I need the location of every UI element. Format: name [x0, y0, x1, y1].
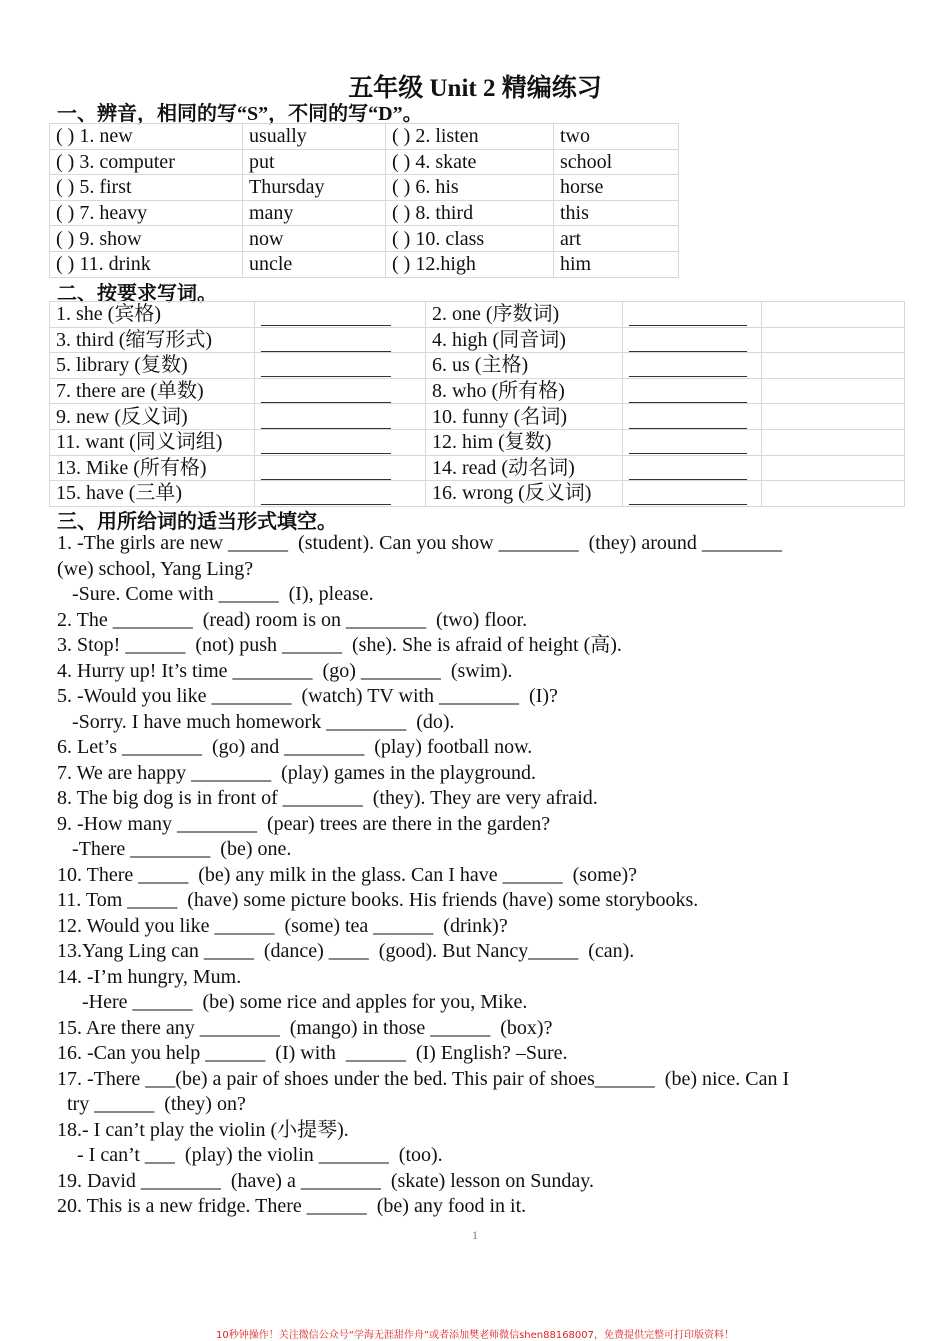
answer-blank[interactable]: [629, 410, 747, 429]
exercise-line: - I can’t ___ (play) the violin _______ (too).: [57, 1144, 443, 1166]
table-row: 13. Mike (所有格) 14. read (动名词): [50, 455, 905, 481]
section2-heading: 二、按要求写词。: [57, 283, 217, 305]
exercise-line: 19. David ________ (have) a ________ (skate) lesson on Sunday.: [57, 1169, 594, 1192]
exercise-line: 4. Hurry up! It’s time ________ (go) ________ (swim).: [57, 659, 513, 682]
exercise-line: 9. -How many ________ (pear) trees are there in the garden?: [57, 812, 551, 835]
table-row: ( ) 1. new usually ( ) 2. listen two: [50, 124, 679, 150]
section3-heading: 三、用所给词的适当形式填空。: [57, 511, 337, 533]
table-row: ( ) 11. drink uncle ( ) 12.high him: [50, 251, 679, 277]
answer-blank[interactable]: [261, 358, 391, 377]
table-row: 5. library (复数) 6. us (主格): [50, 353, 905, 379]
exercise-line: 17. -There ___(be) a pair of shoes under the bed. This pair of shoes______ (be) nice. Can I: [57, 1067, 790, 1090]
answer-blank[interactable]: [261, 435, 391, 454]
table-row: 15. have (三单) 16. wrong (反义词): [50, 481, 905, 507]
footer-note: 10秒钟操作！关注微信公众号“学海无涯甜作舟”或者添加樊老师微信shen88168007，免费提供完整可打印版资料！: [215, 1330, 735, 1341]
exercise-line: 20. This is a new fridge. There ______ (be) any food in it.: [57, 1195, 527, 1217]
table-row: 9. new (反义词) 10. funny (名词): [50, 404, 905, 430]
exercise-line: try ______ (they) on?: [57, 1093, 246, 1115]
exercise-line: 6. Let’s ________ (go) and ________ (play) football now.: [57, 736, 533, 758]
page-title: 五年级 Unit 2 精编练习: [348, 75, 602, 102]
exercise-line: -Sure. Come with ______ (I), please.: [57, 583, 374, 605]
exercise-line: -Here ______ (be) some rice and apples for you, Mike.: [57, 991, 528, 1013]
answer-blank[interactable]: [629, 435, 747, 454]
answer-blank[interactable]: [629, 333, 747, 352]
answer-blank[interactable]: [261, 461, 391, 480]
fill-in-exercises: [57, 531, 897, 1220]
answer-blank[interactable]: [261, 410, 391, 429]
exercise-line: 15. Are there any ________ (mango) in those ______ (box)?: [57, 1016, 553, 1039]
exercise-line: 16. -Can you help ______ (I) with ______ (I) English? –Sure.: [57, 1042, 568, 1064]
answer-blank[interactable]: [629, 307, 747, 326]
answer-blank[interactable]: [629, 486, 747, 505]
pronunciation-table: [49, 123, 679, 278]
section1-heading: 一、辨音，相同的写“S”，不同的写“D”。: [57, 103, 423, 125]
table-row: 1. she (宾格) 2. one (序数词): [50, 302, 905, 328]
exercise-line: 7. We are happy ________ (play) games in the playground.: [57, 761, 537, 784]
exercise-line: (we) school, Yang Ling?: [57, 557, 254, 580]
exercise-line: 8. The big dog is in front of ________ (they). They are very afraid.: [57, 787, 598, 809]
answer-blank[interactable]: [629, 358, 747, 377]
answer-blank[interactable]: [261, 307, 391, 326]
exercise-line: 12. Would you like ______ (some) tea ______ (drink)?: [57, 914, 508, 937]
table-row: ( ) 5. first Thursday ( ) 6. his horse: [50, 175, 679, 201]
answer-blank[interactable]: [261, 333, 391, 352]
exercise-line: 14. -I’m hungry, Mum.: [57, 965, 242, 988]
word-form-table: [49, 301, 905, 507]
table-row: ( ) 9. show now ( ) 10. class art: [50, 226, 679, 252]
exercise-line: 5. -Would you like ________ (watch) TV with ________ (I)?: [57, 685, 558, 707]
table-row: 3. third (缩写形式) 4. high (同音词): [50, 327, 905, 353]
exercise-line: 13.Yang Ling can _____ (dance) ____ (good). But Nancy_____ (can).: [57, 940, 635, 962]
answer-blank[interactable]: [261, 384, 391, 403]
exercise-line: 18.- I can’t play the violin (小提琴).: [57, 1118, 349, 1141]
answer-blank[interactable]: [629, 461, 747, 480]
exercise-line: 3. Stop! ______ (not) push ______ (she). She is afraid of height (高).: [57, 634, 622, 656]
exercise-line: 10. There _____ (be) any milk in the glass. Can I have ______ (some)?: [57, 863, 638, 886]
exercise-line: -There ________ (be) one.: [57, 838, 292, 860]
answer-blank[interactable]: [629, 384, 747, 403]
table-row: ( ) 3. computer put ( ) 4. skate school: [50, 149, 679, 175]
table-row: ( ) 7. heavy many ( ) 8. third this: [50, 200, 679, 226]
page-number: 1: [472, 1228, 478, 1242]
exercise-line: -Sorry. I have much homework ________ (do).: [57, 710, 455, 733]
table-row: 7. there are (单数) 8. who (所有格): [50, 378, 905, 404]
exercise-line: 2. The ________ (read) room is on ________ (two) floor.: [57, 608, 528, 631]
table-row: 11. want (同义词组) 12. him (复数): [50, 429, 905, 455]
answer-blank[interactable]: [261, 486, 391, 505]
exercise-line: 1. -The girls are new ______ (student). Can you show ________ (they) around ________: [57, 532, 782, 554]
exercise-line: 11. Tom _____ (have) some picture books. His friends (have) some storybooks.: [57, 889, 699, 911]
